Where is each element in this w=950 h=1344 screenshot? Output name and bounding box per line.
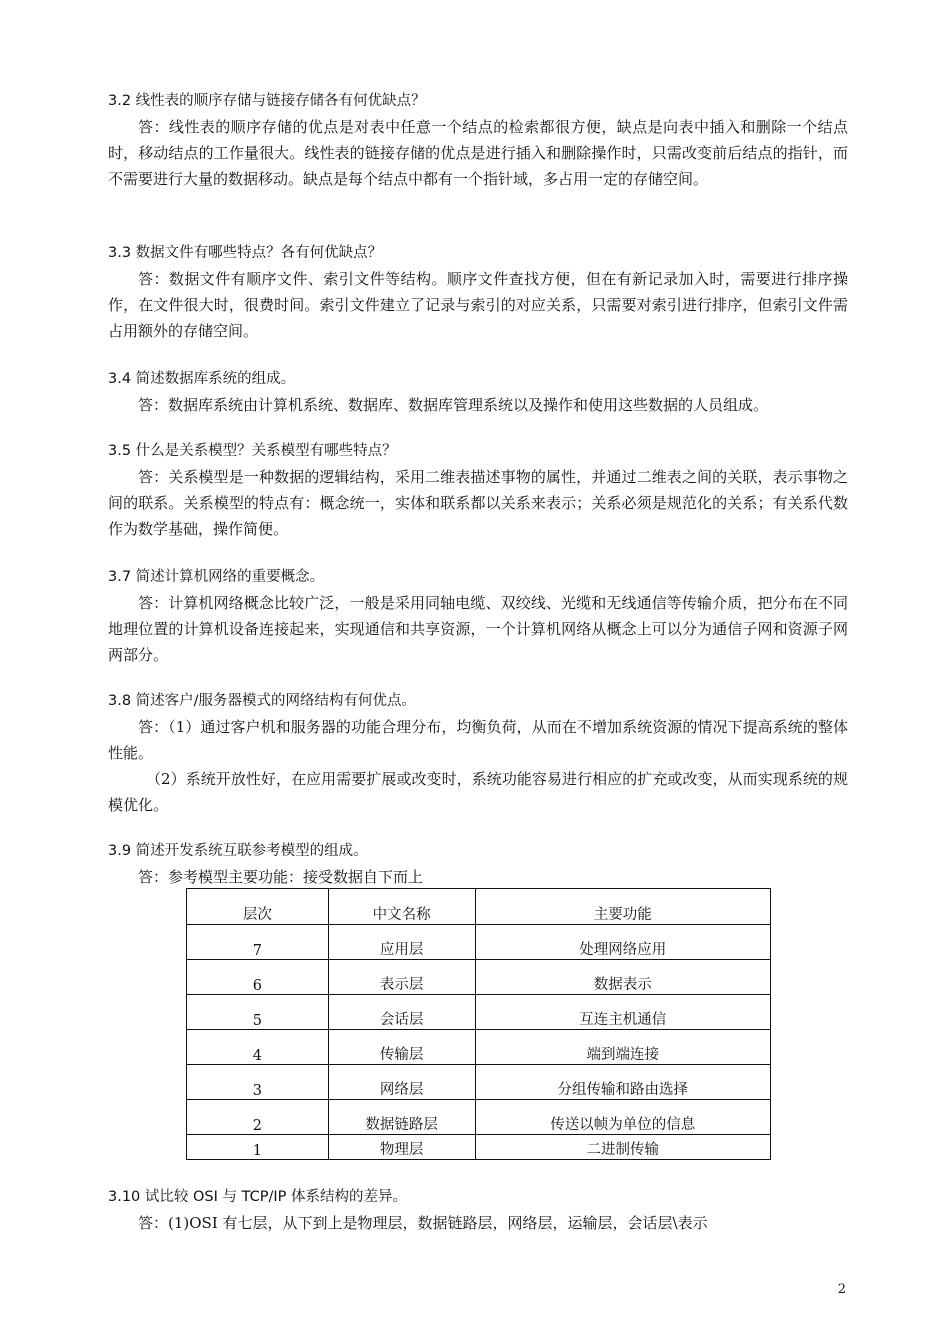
answer-paragraph: 答：(1)OSI 有七层，从下到上是物理层，数据链路层，网络层，运输层，会话层\表示 xyxy=(138,1214,708,1232)
table-row xyxy=(187,1030,771,1065)
table-cell: 2 xyxy=(187,1100,329,1135)
osi-layer-table xyxy=(186,888,771,1160)
answer-paragraph: 答：（1）通过客户机和服务器的功能合理分布，均衡负荷，从而在不增加系统资源的情况下提高系统的整体性能。 xyxy=(108,718,848,762)
table-cell: 表示层 xyxy=(328,960,475,995)
question-heading: 3.8 简述客户/服务器模式的网络结构有何优点。 xyxy=(108,693,417,709)
question-heading: 3.10 试比较 OSI 与 TCP/IP 体系结构的差异。 xyxy=(108,1189,408,1205)
table-cell: 6 xyxy=(187,960,329,995)
page-number: 2 xyxy=(837,1282,846,1297)
section-3-9 xyxy=(108,838,848,890)
table-cell: 会话层 xyxy=(328,995,475,1030)
table-cell: 4 xyxy=(187,1030,329,1065)
table-cell: 数据链路层 xyxy=(328,1100,475,1135)
table-header-cell: 主要功能 xyxy=(475,889,771,925)
table-cell: 应用层 xyxy=(328,925,475,960)
section-3-2 xyxy=(108,88,848,192)
answer-paragraph: 答：线性表的顺序存储的优点是对表中任意一个结点的检索都很方便，缺点是向表中插入和删除一个结点时，移动结点的工作量很大。线性表的链接存储的优点是进行插入和删除操作时，只需改变前后结点的指针，而不需要进行大量的数据移动。缺点是每个结点中都有一个指针域，多占用一定的存储空间。 xyxy=(108,118,848,188)
table-cell: 7 xyxy=(187,925,329,960)
table-row xyxy=(187,1135,771,1160)
table-cell: 处理网络应用 xyxy=(475,925,771,960)
table-cell: 1 xyxy=(187,1135,329,1160)
table-cell: 分组传输和路由选择 xyxy=(475,1065,771,1100)
table-header-cell: 层次 xyxy=(187,889,329,925)
table-row xyxy=(187,1100,771,1135)
section-3-4 xyxy=(108,366,848,418)
table-cell: 网络层 xyxy=(328,1065,475,1100)
answer-paragraph: 答：参考模型主要功能：接受数据自下而上 xyxy=(138,868,424,886)
table-cell: 二进制传输 xyxy=(475,1135,771,1160)
table-header-row xyxy=(187,889,771,925)
section-3-5 xyxy=(108,438,848,542)
table-row xyxy=(187,1065,771,1100)
answer-paragraph: 答：数据库系统由计算机系统、数据库、数据库管理系统以及操作和使用这些数据的人员组成。 xyxy=(138,396,769,414)
table-cell: 5 xyxy=(187,995,329,1030)
table-cell: 3 xyxy=(187,1065,329,1100)
table-cell: 端到端连接 xyxy=(475,1030,771,1065)
table-row xyxy=(187,925,771,960)
question-heading: 3.7 简述计算机网络的重要概念。 xyxy=(108,569,325,585)
question-heading: 3.2 线性表的顺序存储与链接存储各有何优缺点？ xyxy=(108,93,426,109)
question-heading: 3.3 数据文件有哪些特点？各有何优缺点？ xyxy=(108,245,383,261)
question-heading: 3.5 什么是关系模型？关系模型有哪些特点？ xyxy=(108,443,397,459)
question-heading: 3.4 简述数据库系统的组成。 xyxy=(108,371,296,387)
answer-paragraph: （2）系统开放性好，在应用需要扩展或改变时，系统功能容易进行相应的扩充或改变，从而实现系统的规模优化。 xyxy=(108,770,848,814)
section-3-7 xyxy=(108,564,848,668)
answer-paragraph: 答：关系模型是一种数据的逻辑结构，采用二维表描述事物的属性，并通过二维表之间的关联，表示事物之间的联系。关系模型的特点有：概念统一，实体和联系都以关系来表示；关系必须是规范化的关系；有关系代数作为数学基础，操作简便。 xyxy=(108,468,848,538)
section-3-8 xyxy=(108,688,848,818)
answer-paragraph: 答：数据文件有顺序文件、索引文件等结构。顺序文件查找方便，但在有新记录加入时，需要进行排序操作，在文件很大时，很费时间。索引文件建立了记录与索引的对应关系，只需要对索引进行排序，但索引文件需占用额外的存储空间。 xyxy=(108,270,848,340)
section-3-3 xyxy=(108,240,848,344)
question-heading: 3.9 简述开发系统互联参考模型的组成。 xyxy=(108,843,368,859)
table-cell: 传输层 xyxy=(328,1030,475,1065)
table-cell: 物理层 xyxy=(328,1135,475,1160)
table-cell: 互连主机通信 xyxy=(475,995,771,1030)
table-header-cell: 中文名称 xyxy=(328,889,475,925)
section-3-10 xyxy=(108,1184,848,1236)
table-cell: 传送以帧为单位的信息 xyxy=(475,1100,771,1135)
table-cell: 数据表示 xyxy=(475,960,771,995)
table-row xyxy=(187,995,771,1030)
table-row xyxy=(187,960,771,995)
answer-paragraph: 答：计算机网络概念比较广泛，一般是采用同轴电缆、双绞线、光缆和无线通信等传输介质，把分布在不同地理位置的计算机设备连接起来，实现通信和共享资源，一个计算机网络从概念上可以分为通信子网和资源子网两部分。 xyxy=(108,594,848,664)
